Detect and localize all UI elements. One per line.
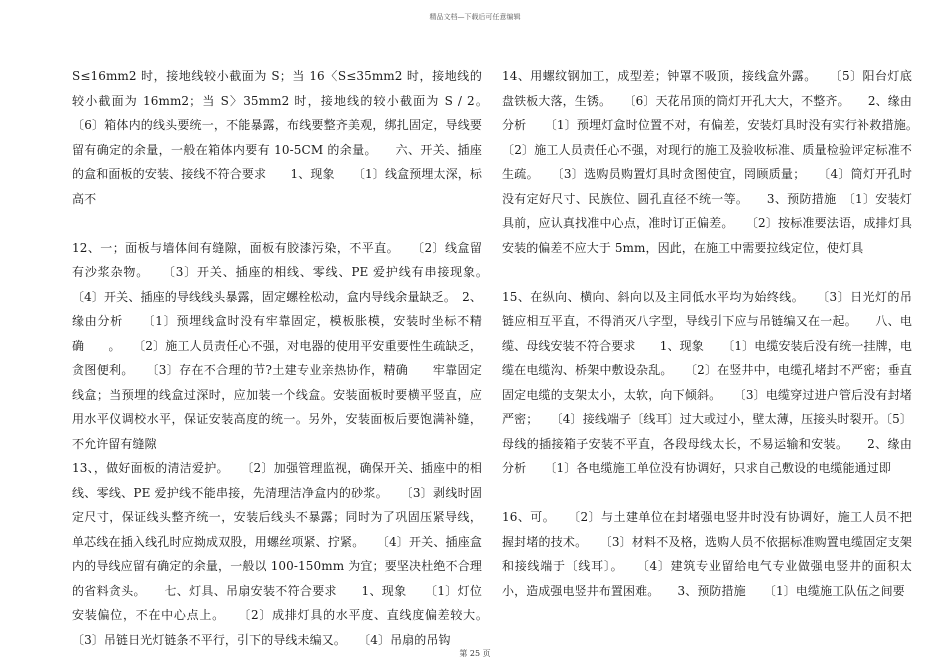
paragraph: 13、，做好面板的清洁爱护。 〔2〕加强管理监视，确保开关、插座中的相线、零线、PE 爱护线不能串接，先清理洁净盒内的砂浆。 〔3〕剥线时固定尺寸，保证线头整齐统一，安装后线头不暴露；同时为了巩固压紧导线，单芯线在插入线孔时应拗成双股，用螺丝项紧、拧紧。 〔4〕开关、插座盒内的导线应留有确定的余量，一般以 100-150mm 为宜；要坚决杜绝不合理的省料贪头。 七、灯具、吊扇安装不符合要求 1、现象 〔1〕灯位安装偏位，不在中心点上。 〔2〕成排灯具的水平度、直线度偏差较大。 〔3〕吊链日光灯链条不平行，引下的导线未编又。 〔4〕吊扇的吊钩 [72, 461, 495, 647]
paragraph: S≤16mm2 时，接地线较小截面为 S；当 16〈S≤35mm2 时，接地线的较小截面为 16mm2；当 S〉35mm2 时，接地线的较小截面为 S / 2。 〔6〕箱体内的线头要统一，不能暴露，布线要整齐美观，绑扎固定，导线要留有确定的余量，一般在箱体内要有 10-5CM 的余量。 六、开关、插座的盒和面板的安装、接线不符合要求 1、现象 〔1〕线盒预埋太深，标高不 [72, 69, 507, 206]
paragraph: 14、用螺纹钢加工，成型差；钟罩不吸顶，接线盒外露。 〔5〕阳台灯底盘铁板大落，生锈。 〔6〕天花吊顶的筒灯开孔大大，不整齐。 2、缘由分析 〔1〕预埋灯盒时位置不对，有偏差，安装灯具时没有实行补救措施。 〔2〕施工人员责任心不强，对现行的施工及验收标准、质量检验评定标准不生疏。 〔3〕选购员购置灯具时贪图使宜，罔顾质量； 〔4〕筒灯开孔时没有定好尺寸、民族位、圆孔直径不统一等。 3、预防措施 〔1〕安装灯具前，应认真找准中心点，准时订正偏差。 〔2〕按标准要法语，成排灯具安装的偏差不应大于 5mm，因此，在施工中需要拉线定位，使灯具 [502, 69, 937, 255]
page-header: 精品文档—下载后可任意编辑 [429, 13, 521, 21]
page-number: 第 25 页 [459, 649, 491, 658]
left-column [72, 64, 507, 652]
paragraph: 16、可。 〔2〕与土建单位在封堵强电竖井时没有协调好，施工人员不把握封堵的技术。 〔3〕材料不及格，选购人员不依据标准购置电缆固定支架和接线端于〔线耳〕。 〔4〕建筑专业留给电气专业做强电竖井的面积太小，造成强电竖井布置困难。 3、预防措施 〔1〕电缆施工队伍之间要 [502, 510, 912, 598]
paragraph: 12、一；面板与墙体间有缝隙，面板有胶漆污染，不平直。 〔2〕线盒留有沙浆杂物。 〔3〕开关、插座的相线、零线、PE 爱护线有串接现象。 〔4〕开关、插座的导线线头暴露，固定螺栓松动，盒内导线余量缺乏。 2、缘由分析 〔1〕预埋线盒时没有牢靠固定，模板胀模，安装时坐标不精确 。 〔2〕施工人员责任心不强，对电器的使用平安重要性生疏缺乏，贪图便利。 〔3〕存在不合理的节?土建专业亲热协作，精确 牢靠固定线盒；当预埋的线盒过深时，应加装一个线盒。安装面板时要横平竖直，应用水平仪调校水平，保证安装高度的统一。另外，安装面板后要饱满补缝，不允许留有缝隙 [72, 240, 495, 451]
paragraph: 15、在纵向、横向、斜向以及主同低水平均为始终线。 〔3〕日光灯的吊链应相互平直，不得消灭八字型，导线引下应与吊链编又在一起。 八、电缆、母线安装不符合要求 1、现象 〔1〕电缆安装后没有统一挂牌，电缆在电缆沟、桥架中敷设杂乱。 〔2〕在竖井中，电缆孔堵封不严密；垂直固定电缆的支架太小，太软，向下倾斜。 〔3〕电缆穿过进户管后没有封堵严密； 〔4〕接线端子〔线耳〕过大或过小，壁太薄，压接头时裂开。〔5〕母线的插接箱子安装不平直，各段母线太长，不易运输和安装。 2、缘由分析 〔1〕各电缆施工单位没有协调好，只求自己敷设的电缆能通过即 [502, 289, 912, 475]
right-column [502, 64, 937, 603]
